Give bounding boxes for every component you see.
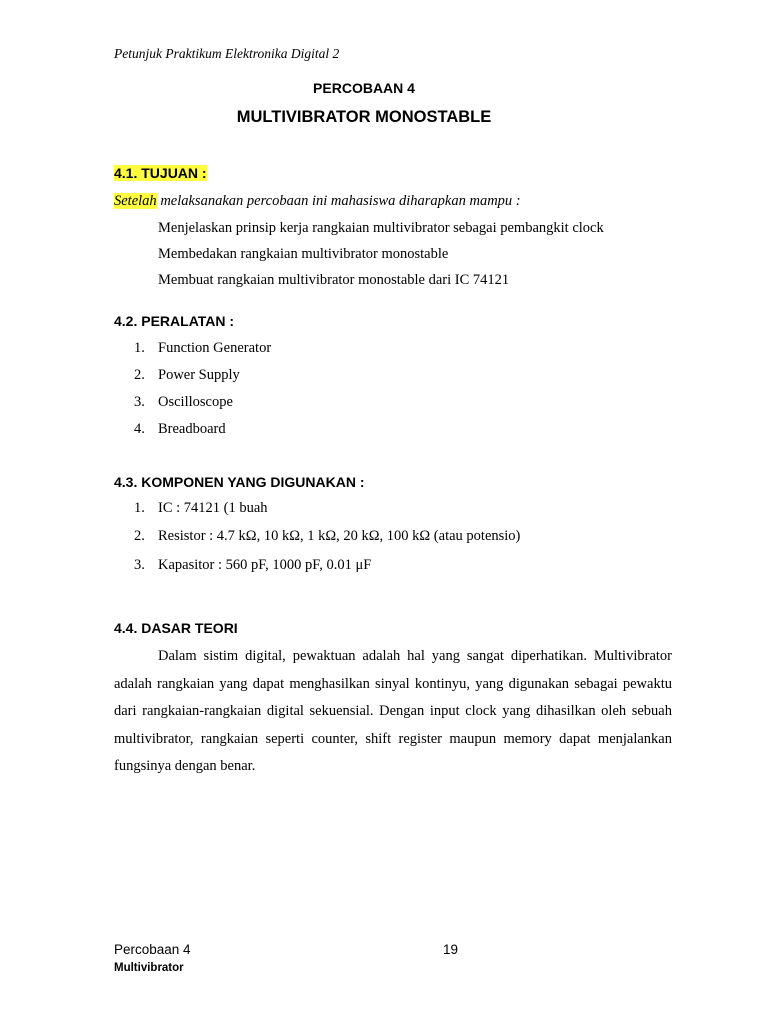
footer-subtitle: Multivibrator (114, 962, 184, 974)
intro-text: melaksanakan percobaan ini mahasiswa diharapkan mampu : (156, 193, 521, 209)
page-title: MULTIVIBRATOR MONOSTABLE (236, 108, 492, 126)
list-number: 3. (134, 394, 145, 410)
section-tujuan-heading (114, 165, 207, 181)
theory-paragraph (114, 643, 672, 781)
list-item: Function Generator (158, 340, 272, 356)
list-item: Breadboard (158, 421, 226, 437)
footer-chapter: Percobaan 4 (114, 942, 191, 957)
list-number: 4. (134, 421, 145, 437)
objective-item: Membuat rangkaian multivibrator monostable dari IC 74121 (158, 272, 510, 288)
list-item: Oscilloscope (158, 394, 233, 410)
section-komponen-heading: 4.3. KOMPONEN YANG DIGUNAKAN : (114, 474, 365, 490)
list-item: IC : 74121 (1 buah (158, 500, 268, 516)
tujuan-intro (114, 193, 521, 210)
list-item: Kapasitor : 560 pF, 1000 pF, 0.01 μF (158, 557, 372, 573)
running-header: Petunjuk Praktikum Elektronika Digital 2 (114, 46, 340, 61)
list-number: 2. (134, 528, 145, 544)
paragraph-text: Dalam sistim digital, pewaktuan adalah hal yang sangat diperhatikan. Multivibrator adalah rangkaian yang dapat menghasilkan sinyal kontinyu, yang digunakan sebagai pewaktu dari rangkaian-rangkaian digital sekuensial. Dengan input clock yang dihasilkan oleh sebuah multivibrator, rangkaian seperti counter, shift register maupun memory dapat menjalankan fungsinya dengan benar. (114, 648, 672, 774)
section-peralatan-heading: 4.2. PERALATAN : (114, 313, 235, 329)
list-item: Resistor : 4.7 kΩ, 10 kΩ, 1 kΩ, 20 kΩ, 100 kΩ (atau potensio) (158, 528, 521, 544)
list-number: 1. (134, 500, 145, 516)
highlighted-word: Setelah (114, 193, 157, 209)
list-number: 2. (134, 367, 145, 383)
section-dasar-teori-heading: 4.4. DASAR TEORI (114, 620, 238, 636)
objective-item: Membedakan rangkaian multivibrator monostable (158, 246, 449, 262)
highlight: 4.1. TUJUAN : (114, 165, 207, 181)
objective-item: Menjelaskan prinsip kerja rangkaian multivibrator sebagai pembangkit clock (158, 220, 604, 236)
list-number: 3. (134, 557, 145, 573)
experiment-number: PERCOBAAN 4 (313, 80, 415, 96)
list-number: 1. (134, 340, 145, 356)
page-number: 19 (443, 942, 459, 957)
list-item: Power Supply (158, 367, 240, 383)
